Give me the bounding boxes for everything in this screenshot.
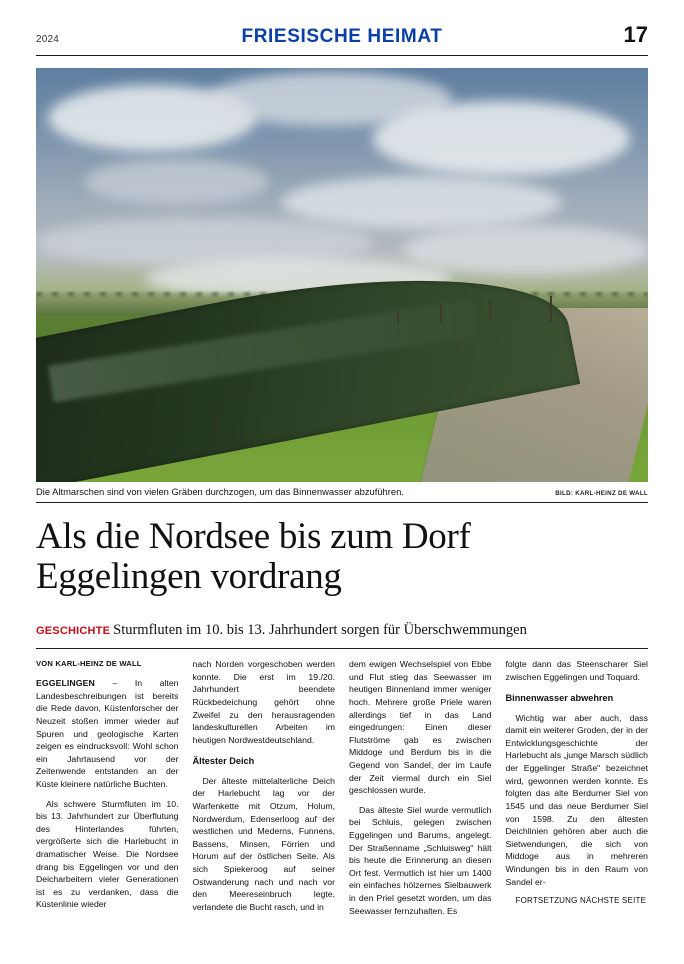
- subline-text: Sturmfluten im 10. bis 13. Jahrhundert sorgen für Überschwemmungen: [113, 621, 527, 638]
- body-paragraph: folgte dann das Steenscharer Siel zwischen Eggelingen und Toquard.: [505, 659, 648, 682]
- article-subline: [36, 622, 648, 639]
- fence-post: [489, 300, 491, 322]
- cloud: [85, 159, 269, 205]
- article-columns: [36, 658, 648, 924]
- cloud: [403, 225, 648, 275]
- column-2: [193, 658, 336, 924]
- subheading-binnenwasser-abwehren: Binnenwasser abwehren: [505, 693, 614, 704]
- byline: VON KARL-HEINZ DE WALL: [36, 659, 142, 669]
- subheading-aeltester-deich: Ältester Deich: [192, 756, 255, 767]
- masthead-title: FRIESISCHE HEIMAT: [241, 26, 443, 47]
- section-kicker: GESCHICHTE: [36, 624, 111, 637]
- body-paragraph: Wichtig war aber auch, dass damit ein weiterer Groden, der in der Entwicklungsgeschichte der Harlebucht als „junge Marsch südlich der Eggelinger Straße" bezeichnet wird, gewonnen werden konnte. Es folgten das alte Berdumer Siel von 1545 und das neue Berdumer Siel von 1598. Zu den ältesten Deichlinien gehören aber auch die Sietwendungen, die sich von Middoge aus in mehreren Windungen bis in den Raum von Sandel er-: [505, 712, 648, 887]
- headline-line-1: Als die Nordsee bis zum Dorf: [36, 516, 471, 557]
- body-paragraph: Der älteste mittelalterliche Deich der Harlebucht lag vor der Warfenkette mit Otzum, Holum, Nordwerdum, Edenserloog auf der westlichen und Mederns, Funnens, Bassens, Minsen, Förrien und Horum auf der östlichen Seite. Als sich Spiekeroog auf seiner Ostwanderung nach und nach vor den Meereseinbruch legte, verlandete die Bucht rasch, und in: [192, 775, 335, 912]
- fence-post: [397, 308, 399, 324]
- lead-text: – In alten Landesbeschreibungen ist bereits die Rede davon, Küstenforscher der Neuzeit stoßen immer wieder auf Spuren und geologische Karten zeigen es eindrucksvoll: Wohl schon ein Jahrtausend vor der Zeitenwende entstanden an der Küste kleinere natürliche Buchten.: [36, 678, 179, 789]
- masthead-year: 2024: [36, 34, 60, 45]
- body-paragraph: dem ewigen Wechselspiel von Ebbe und Flut stieg das Seewasser im heutigen Binnenland immer weniger hoch. Mehrere große Priele waren allerdings tief in das Land eingedrungen: Einen dieser Flutströme gab es zwischen Middoge und Berdum bis in die Gegend von Sandel, der im Laufe der Zeit viermal durch ein Siel geschlossen wurde.: [349, 659, 492, 796]
- page-title: [36, 517, 648, 597]
- fence-post: [440, 304, 442, 323]
- page-number: 17: [623, 22, 648, 47]
- photo-credit: BILD: KARL-HEINZ DE WALL: [555, 490, 648, 497]
- column-1: [36, 658, 179, 924]
- lead-paragraph: [36, 677, 179, 790]
- article-photo: [36, 68, 648, 503]
- cloud: [281, 176, 563, 230]
- body-paragraph: Als schwere Sturmfluten im 10. bis 13. Jahrhundert zur Überflutung des Hinterlandes führten, vergrößerte sich die Harlebucht in dramatischer Weise. Die Nordsee drang bis Eggelingen vor und den Deicharbeitern vieler Generationen ist es zu verdanken, dass die Küstenlinie wieder: [36, 798, 179, 910]
- continuation-note: FORTSETZUNG NÄCHSTE SEITE: [515, 896, 647, 906]
- dateline-place: EGGELINGEN: [36, 678, 95, 689]
- photo-caption: Die Altmarschen sind von vielen Gräben durchzogen, um das Binnenwasser abzuführen.: [36, 486, 404, 497]
- horizontal-rule: [36, 648, 648, 649]
- column-4: [506, 658, 649, 924]
- photo-image: [36, 68, 648, 482]
- photo-caption-row: [36, 482, 648, 503]
- body-paragraph: Das älteste Siel wurde vermutlich bei Schluis, gelegen zwischen Eggelingen und Barums, angelegt. Der Straßenname „Schluisweg" hält bis heute die Erinnerung an diesen Ort fest. Vermutlich ist hier um 1400 ein einfaches hölzernes Sielbauwerk in den Priel gesetzt worden, um das Seewasser fernzuhalten. Es: [349, 804, 492, 916]
- masthead: [36, 22, 648, 56]
- column-3: [349, 658, 492, 924]
- body-paragraph: nach Norden vorgeschoben werden konnte. Die erst im 19./20. Jahrhundert beendete Rückbedeichung gehört ohne Zweifel zu den herausragenden landeskulturellen Arbeiten im heutigen Nordwestdeutschland.: [192, 659, 335, 745]
- cloud: [373, 101, 630, 176]
- headline-line-2: Eggelingen vordrang: [36, 555, 342, 597]
- fence-post: [550, 296, 552, 322]
